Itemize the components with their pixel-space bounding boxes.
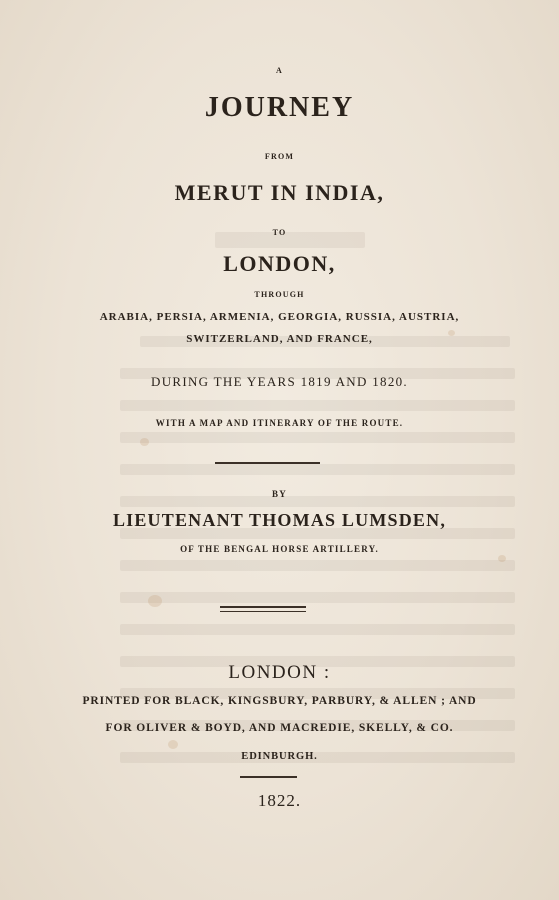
foxing-spot — [148, 595, 162, 607]
double-rule-bottom — [220, 611, 306, 612]
publication-year: 1822. — [257, 791, 302, 810]
foxing-spot — [498, 555, 506, 562]
year-rule — [240, 776, 297, 778]
foxing-spot — [140, 438, 149, 446]
double-rule-top — [220, 606, 306, 608]
map-note: WITH A MAP AND ITINERARY OF THE ROUTE. — [155, 418, 404, 428]
route-line-1: ARABIA, PERSIA, ARMENIA, GEORGIA, RUSSIA, AUSTRIA, — [99, 311, 460, 323]
imprint-line-3: EDINBURGH. — [241, 751, 318, 762]
origin-title: MERUT IN INDIA, — [174, 180, 385, 205]
book-title: JOURNEY — [204, 92, 355, 123]
divider-rule — [215, 462, 320, 464]
author-name: LIEUTENANT THOMAS LUMSDEN, — [112, 510, 447, 530]
imprint-city: LONDON : — [228, 662, 331, 683]
route-line-2: SWITZERLAND, AND FRANCE, — [186, 333, 373, 345]
from-label: FROM — [264, 152, 295, 161]
through-label: THROUGH — [254, 290, 305, 299]
title-article: A — [276, 66, 283, 75]
foxing-spot — [168, 740, 178, 749]
destination-title: LONDON, — [223, 251, 336, 276]
dates-line: DURING THE YEARS 1819 AND 1820. — [151, 374, 408, 389]
imprint-line-1: PRINTED FOR BLACK, KINGSBURY, PARBURY, & ALLEN ; AND — [82, 695, 477, 707]
to-label: TO — [272, 228, 287, 237]
author-affiliation: OF THE BENGAL HORSE ARTILLERY. — [180, 544, 379, 554]
imprint-line-2: FOR OLIVER & BOYD, AND MACREDIE, SKELLY, & CO. — [105, 722, 454, 734]
by-label: BY — [272, 489, 287, 499]
